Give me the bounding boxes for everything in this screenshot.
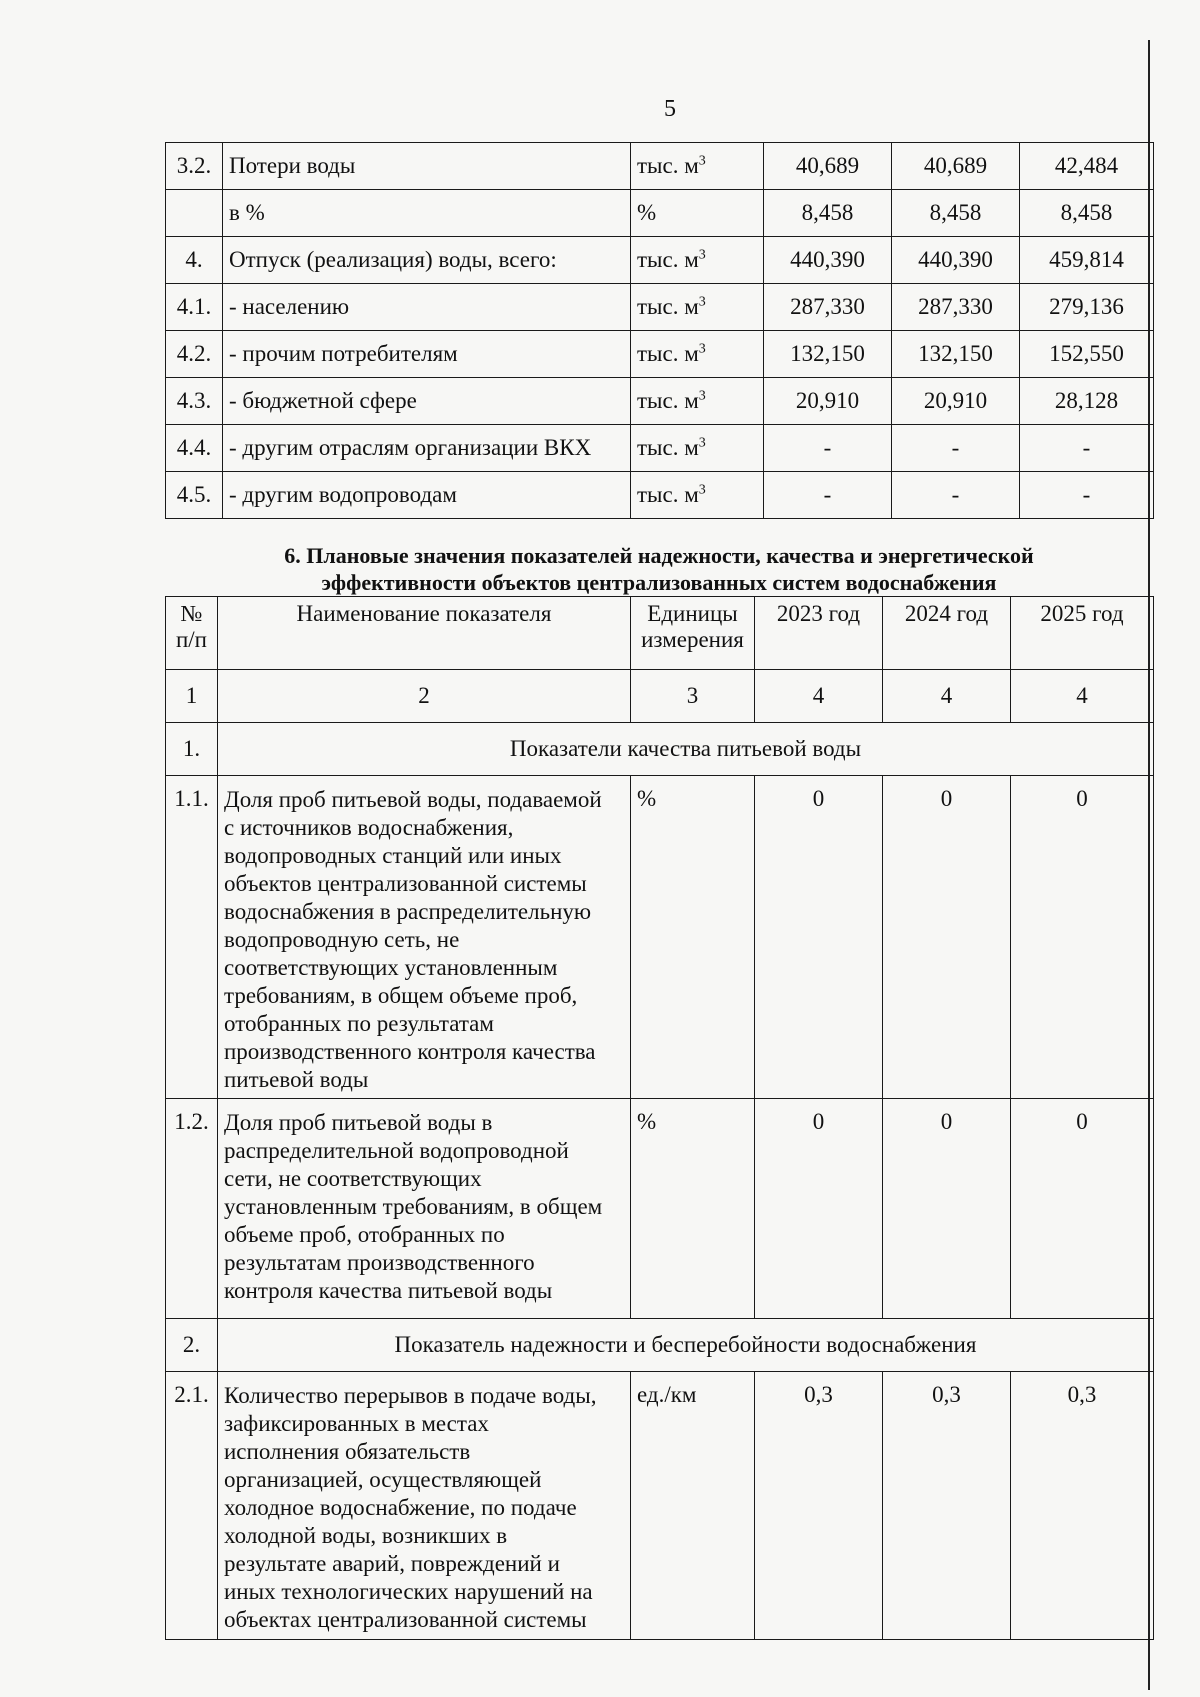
section-6-heading xyxy=(165,542,1153,596)
description-line: сети, не соответствующих xyxy=(224,1166,482,1191)
row-2025: - xyxy=(1020,472,1154,519)
row-2024: - xyxy=(892,472,1020,519)
description-line: Доля проб питьевой воды, подаваемой xyxy=(224,787,602,812)
indicators-table xyxy=(165,596,1154,1640)
row-num: 3.2. xyxy=(166,143,223,190)
header-2024: 2024 год xyxy=(883,597,1011,670)
colnum-2: 2 xyxy=(218,670,631,723)
table-row xyxy=(166,1099,1154,1319)
colnum-6: 4 xyxy=(1011,670,1154,723)
row-num: 4.5. xyxy=(166,472,223,519)
description-line: результате аварий, повреждений и xyxy=(224,1551,560,1576)
header-2025: 2025 год xyxy=(1011,597,1154,670)
row-2023: 40,689 xyxy=(764,143,892,190)
section-num: 1. xyxy=(166,723,218,776)
row-2023: 8,458 xyxy=(764,190,892,237)
section-num: 2. xyxy=(166,1319,218,1372)
row-2023: 287,330 xyxy=(764,284,892,331)
row-description xyxy=(218,1372,631,1640)
description-line: установленным требованиям, в общем xyxy=(224,1194,603,1219)
description-line: организацией, осуществляющей xyxy=(224,1467,542,1492)
water-balance-table xyxy=(165,142,1154,519)
row-2025: 0 xyxy=(1011,776,1154,1099)
table-row xyxy=(166,472,1154,519)
description-line: производственного контроля качества xyxy=(224,1039,596,1064)
row-num: 4.4. xyxy=(166,425,223,472)
description-line: зафиксированных в местах xyxy=(224,1411,489,1436)
row-num: 4.1. xyxy=(166,284,223,331)
row-unit: тыс. $м^3$ xyxy=(631,378,764,425)
row-unit: тыс. $м^3$ xyxy=(631,284,764,331)
table-row xyxy=(166,1372,1154,1640)
description-line: иных технологических нарушений на xyxy=(224,1579,593,1604)
row-num: 4.3. xyxy=(166,378,223,425)
row-2024: 40,689 xyxy=(892,143,1020,190)
description-line: водопроводную сеть, не xyxy=(224,927,460,952)
section-title: Показатель надежности и бесперебойности водоснабжения xyxy=(218,1319,1154,1372)
row-description xyxy=(218,776,631,1099)
row-2023: 0,3 xyxy=(755,1372,883,1640)
row-name: в % xyxy=(223,190,631,237)
row-num: 4. xyxy=(166,237,223,284)
table-row xyxy=(166,331,1154,378)
description-line: Количество перерывов в подаче воды, xyxy=(224,1383,597,1408)
description-line: контроля качества питьевой воды xyxy=(224,1278,553,1303)
row-2023: 0 xyxy=(755,1099,883,1319)
row-2024: 20,910 xyxy=(892,378,1020,425)
row-2024: 132,150 xyxy=(892,331,1020,378)
description-line: Доля проб питьевой воды в xyxy=(224,1110,493,1135)
table-row xyxy=(166,190,1154,237)
row-name: - бюджетной сфере xyxy=(223,378,631,425)
description-line: с источников водоснабжения, xyxy=(224,815,514,840)
colnum-1: 1 xyxy=(166,670,218,723)
row-2025: 0,3 xyxy=(1011,1372,1154,1640)
row-2024: 0 xyxy=(883,776,1011,1099)
description-line: отобранных по результатам xyxy=(224,1011,494,1036)
description-line: требованиям, в общем объеме проб, xyxy=(224,983,578,1008)
row-num: 1.2. xyxy=(166,1099,218,1319)
row-2025: 459,814 xyxy=(1020,237,1154,284)
description-line: распределительной водопроводной xyxy=(224,1138,569,1163)
section-row-2 xyxy=(166,1319,1154,1372)
description-line: соответствующих установленным xyxy=(224,955,558,980)
row-unit: тыс. $м^3$ xyxy=(631,472,764,519)
colnum-4: 4 xyxy=(755,670,883,723)
description-line: исполнения обязательств xyxy=(224,1439,471,1464)
section-6-title-line2: эффективности объектов централизованных систем водоснабжения xyxy=(321,570,997,595)
row-2023: 20,910 xyxy=(764,378,892,425)
row-2023: 132,150 xyxy=(764,331,892,378)
header-unit: Единицы измерения xyxy=(631,597,755,670)
table-row xyxy=(166,378,1154,425)
row-2025: 28,128 xyxy=(1020,378,1154,425)
row-unit: тыс. $м^3$ xyxy=(631,425,764,472)
page-number: 5 xyxy=(664,96,676,122)
row-name: - населению xyxy=(223,284,631,331)
row-name: - другим водопроводам xyxy=(223,472,631,519)
header-2023: 2023 год xyxy=(755,597,883,670)
row-name: Потери воды xyxy=(223,143,631,190)
row-unit: % xyxy=(631,776,755,1099)
row-2025: - xyxy=(1020,425,1154,472)
row-unit: тыс. $м^3$ xyxy=(631,143,764,190)
row-2025: 42,484 xyxy=(1020,143,1154,190)
description-line: объектах централизованной системы xyxy=(224,1607,587,1632)
row-unit: ед./км xyxy=(631,1372,755,1640)
description-line: объеме проб, отобранных по xyxy=(224,1222,505,1247)
row-num: 4.2. xyxy=(166,331,223,378)
row-2025: 152,550 xyxy=(1020,331,1154,378)
row-2024: 8,458 xyxy=(892,190,1020,237)
row-2025: 279,136 xyxy=(1020,284,1154,331)
row-2025: 8,458 xyxy=(1020,190,1154,237)
row-2024: 0,3 xyxy=(883,1372,1011,1640)
row-2024: 440,390 xyxy=(892,237,1020,284)
section-row-1 xyxy=(166,723,1154,776)
description-line: холодной воды, возникших в xyxy=(224,1523,508,1548)
description-line: результатам производственного xyxy=(224,1250,535,1275)
row-2024: - xyxy=(892,425,1020,472)
colnum-5: 4 xyxy=(883,670,1011,723)
header-row xyxy=(166,597,1154,670)
row-num xyxy=(166,190,223,237)
colnum-3: 3 xyxy=(631,670,755,723)
row-2025: 0 xyxy=(1011,1099,1154,1319)
row-unit: тыс. $м^3$ xyxy=(631,237,764,284)
row-unit: тыс. $м^3$ xyxy=(631,331,764,378)
column-number-row xyxy=(166,670,1154,723)
description-line: водоснабжения в распределительную xyxy=(224,899,592,924)
description-line: питьевой воды xyxy=(224,1067,369,1092)
row-2024: 287,330 xyxy=(892,284,1020,331)
row-2023: - xyxy=(764,472,892,519)
row-2023: - xyxy=(764,425,892,472)
description-line: холодное водоснабжение, по подаче xyxy=(224,1495,577,1520)
row-2024: 0 xyxy=(883,1099,1011,1319)
table-row xyxy=(166,237,1154,284)
row-num: 1.1. xyxy=(166,776,218,1099)
section-6-title-line1: 6. Плановые значения показателей надежности, качества и энергетической xyxy=(284,543,1034,568)
description-line: водопроводных станций или иных xyxy=(224,843,562,868)
row-num: 2.1. xyxy=(166,1372,218,1640)
row-2023: 0 xyxy=(755,776,883,1099)
row-description xyxy=(218,1099,631,1319)
section-title: Показатели качества питьевой воды xyxy=(218,723,1154,776)
header-name: Наименование показателя xyxy=(218,597,631,670)
row-2023: 440,390 xyxy=(764,237,892,284)
header-num: № п/п xyxy=(166,597,218,670)
row-name: - прочим потребителям xyxy=(223,331,631,378)
table-row xyxy=(166,425,1154,472)
table-row xyxy=(166,143,1154,190)
table-row xyxy=(166,776,1154,1099)
description-line: объектов централизованной системы xyxy=(224,871,587,896)
row-name: Отпуск (реализация) воды, всего: xyxy=(223,237,631,284)
row-unit: % xyxy=(631,190,764,237)
row-unit: % xyxy=(631,1099,755,1319)
table-row xyxy=(166,284,1154,331)
row-name: - другим отраслям организации ВКХ xyxy=(223,425,631,472)
